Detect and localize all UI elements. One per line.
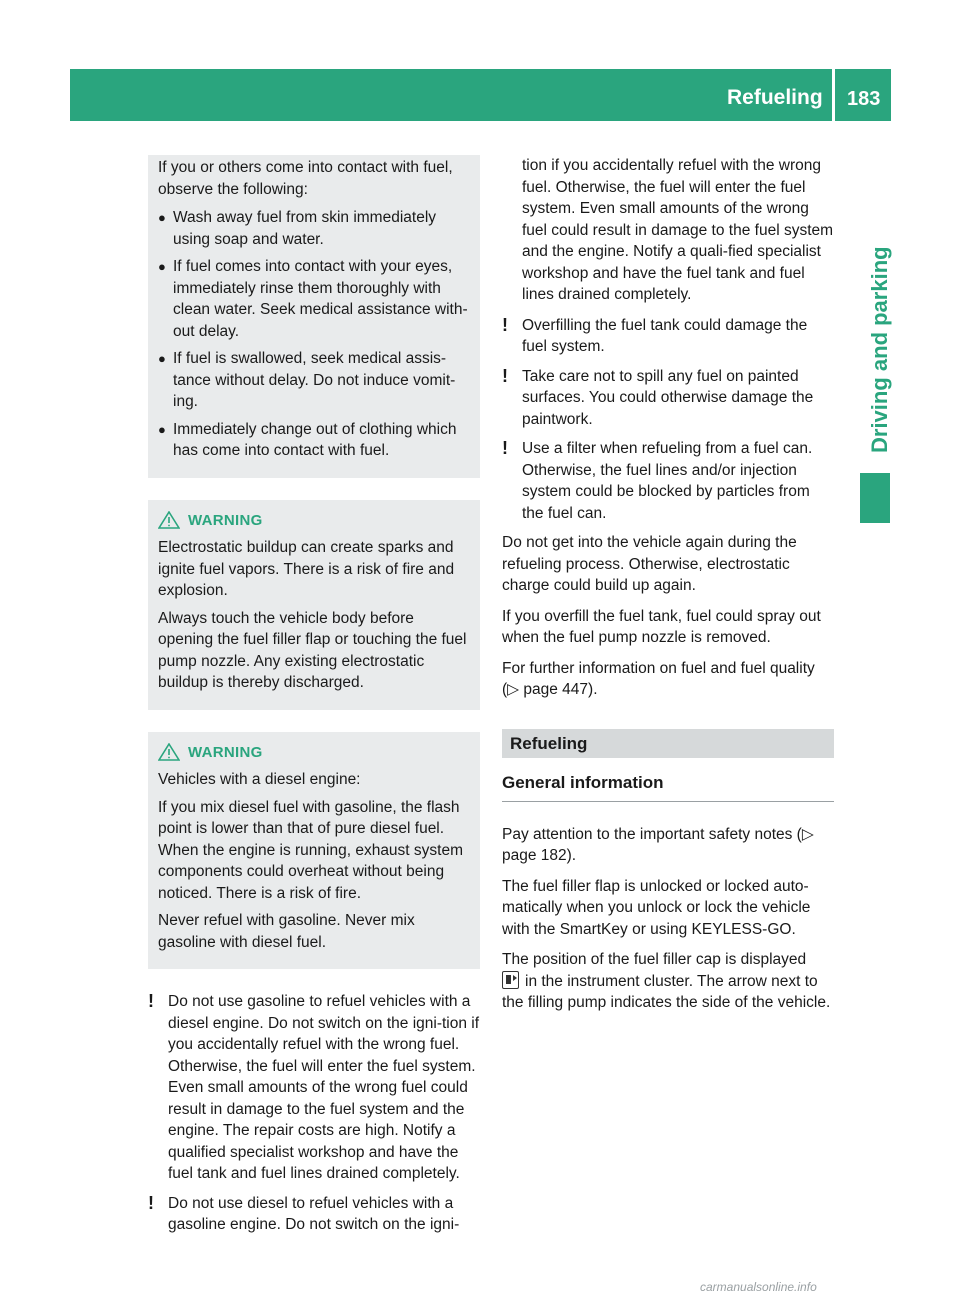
paragraph-lead: The position of the fuel filler cap is displayed bbox=[502, 951, 807, 968]
paragraph-rest: in the instrument cluster. The arrow next to the filling pump indicates the side of the vehicle. bbox=[502, 972, 831, 1011]
watermark: carmanualsonline.info bbox=[700, 1280, 817, 1294]
warning-triangle-icon bbox=[158, 511, 180, 529]
warning-box-electrostatic bbox=[148, 500, 480, 710]
fuel-contact-intro: If you or others come into contact with fuel, observe the following: bbox=[158, 159, 453, 198]
paragraph: Do not get into the vehicle again during the refueling process. Otherwise, electrostatic charge could build up again. bbox=[502, 534, 797, 594]
right-column bbox=[502, 155, 834, 1023]
bullet-icon: ● bbox=[158, 259, 166, 274]
paragraph: If you overfill the fuel tank, fuel could spray out when the fuel pump nozzle is removed. bbox=[502, 607, 821, 646]
warning-header bbox=[158, 510, 472, 532]
warning-text: Vehicles with a diesel engine: bbox=[158, 771, 361, 788]
subsection-title: General information bbox=[502, 772, 834, 802]
exclamation-icon: ! bbox=[502, 438, 508, 458]
section-title: Refueling bbox=[510, 733, 588, 753]
note-continued: tion if you accidentally refuel with the wrong fuel. Otherwise, the fuel will enter the fuel system. Even small amounts of the wrong fuel could result in damage to the fuel system and the engine. Notify a quali-fied specialist workshop and have the fuel tank and fuel lines drained completely. bbox=[522, 157, 834, 303]
warning-header bbox=[158, 742, 472, 764]
bullet-icon: ● bbox=[158, 210, 166, 225]
note-overfilling bbox=[502, 315, 834, 358]
paragraph-link-page-447[interactable]: For further information on fuel and fuel quality (▷ page 447). bbox=[502, 659, 815, 698]
exclamation-icon: ! bbox=[502, 314, 508, 335]
left-column bbox=[148, 155, 480, 1244]
note-text: Use a filter when refueling from a fuel can. Otherwise, the fuel lines and/or injection system could be blocked by particles from the fuel can. bbox=[522, 440, 813, 522]
warning-text: Electrostatic buildup can create sparks and ignite fuel vapors. There is a risk of fire and explosion. bbox=[158, 539, 455, 599]
exclamation-icon: ! bbox=[148, 991, 154, 1011]
warning-text: Always touch the vehicle body before opening the fuel filler flap or touching the fuel pump nozzle. Any existing electrostatic buildup is thereby discharged. bbox=[158, 609, 467, 691]
list-item-text: Wash away fuel from skin immediately using soap and water. bbox=[173, 209, 437, 248]
bullet-icon: ● bbox=[158, 351, 166, 366]
fuel-contact-box bbox=[148, 155, 480, 478]
note-text: Overfilling the fuel tank could damage the fuel system. bbox=[522, 316, 808, 355]
page-number: 183 bbox=[847, 88, 881, 110]
section-title-bar bbox=[502, 729, 834, 759]
bullet-icon: ● bbox=[158, 421, 166, 437]
warning-box-diesel bbox=[148, 732, 480, 970]
warning-text: If you mix diesel fuel with gasoline, the flash point is lower than that of pure diesel fuel. When the engine is running, exhaust system components could overheat without being noticed. There is a risk of fire. bbox=[158, 798, 464, 902]
note-gasoline-in-diesel bbox=[148, 991, 480, 1185]
paragraph: The fuel filler flap is unlocked or locked auto-matically when you unlock or lock the vehicle with the SmartKey or using KEYLESS-GO. bbox=[502, 877, 811, 938]
list-item bbox=[158, 256, 472, 342]
paragraph-link-page-182[interactable]: Pay attention to the important safety notes (▷ page 182). bbox=[502, 825, 814, 864]
list-item-text: Immediately change out of clothing which has come into contact with fuel. bbox=[173, 420, 457, 459]
list-item bbox=[158, 419, 472, 462]
side-tab-block bbox=[860, 473, 890, 523]
warning-text: Never refuel with gasoline. Never mix gasoline with diesel fuel. bbox=[158, 912, 415, 951]
fuel-contact-list bbox=[158, 207, 472, 462]
note-diesel-in-gasoline bbox=[148, 1193, 480, 1236]
warning-triangle-icon bbox=[158, 743, 180, 761]
list-item bbox=[158, 348, 472, 413]
header-title: Refueling bbox=[727, 86, 823, 109]
note-text: Do not use gasoline to refuel vehicles with a diesel engine. Do not switch on the igni-tion if you accidentally refuel with the wrong fuel. Otherwise, the fuel will enter the fuel system. Even small amounts of the wrong fuel could result in damage to the fuel system and the engine. The repair costs are high. Notify a qualified specialist workshop and have the fuel tank and fuel lines drained completely. bbox=[168, 993, 480, 1182]
fuel-pump-icon bbox=[502, 971, 519, 989]
list-item bbox=[158, 207, 472, 250]
list-item-text: If fuel is swallowed, seek medical assis-tance without delay. Do not induce vomit-ing. bbox=[173, 350, 456, 410]
note-painted-surfaces bbox=[502, 366, 834, 431]
list-item-text: If fuel comes into contact with your eyes, immediately rinse them thoroughly with clean water. Seek medical assistance with-out delay. bbox=[173, 258, 468, 340]
note-text: Do not use diesel to refuel vehicles with a gasoline engine. Do not switch on the igni- bbox=[168, 1194, 460, 1233]
note-text: Take care not to spill any fuel on painted surfaces. You could otherwise damage the paintwork. bbox=[522, 367, 814, 428]
warning-title: WARNING bbox=[188, 511, 263, 529]
header-divider bbox=[832, 69, 835, 121]
paragraph-fuel-indicator bbox=[502, 949, 834, 1014]
side-tab-label: Driving and parking bbox=[867, 246, 892, 454]
exclamation-icon: ! bbox=[502, 365, 508, 386]
warning-title: WARNING bbox=[188, 743, 263, 761]
note-fuel-filter bbox=[502, 438, 834, 524]
exclamation-icon: ! bbox=[148, 1192, 154, 1213]
